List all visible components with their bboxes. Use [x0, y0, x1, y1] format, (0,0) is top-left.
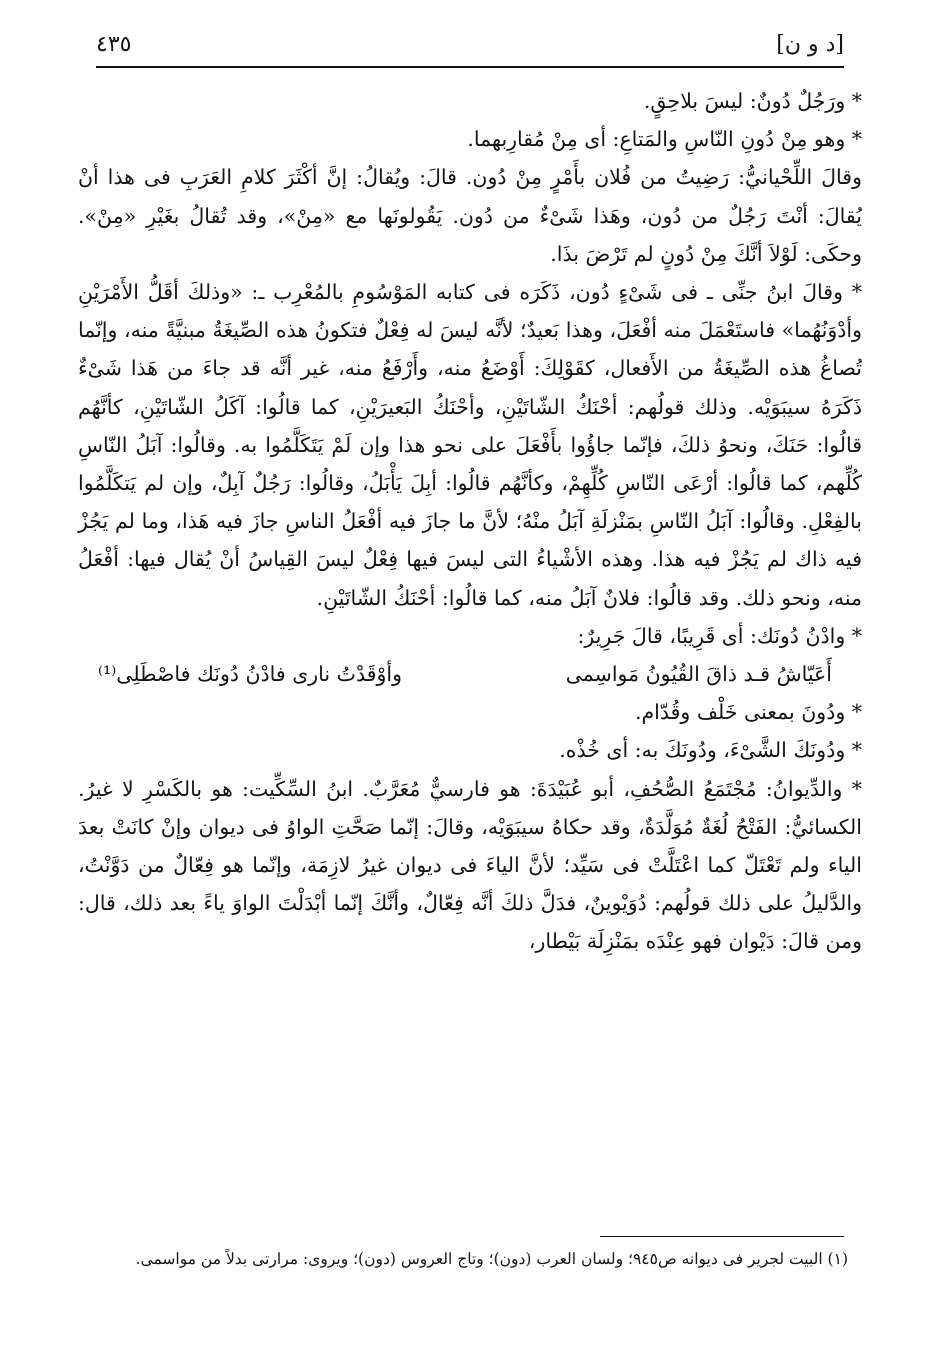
- paragraph: * ودُونَكَ الشَّىْءَ، ودُونَكَ به: أى خُذْه.: [559, 738, 862, 763]
- header-rule: [96, 66, 844, 68]
- verse-first-hemistich: أَعَيّاشُ قـد ذاقَ القُيُونُ مَواسِمى: [565, 662, 832, 687]
- footnote-rule: [600, 1236, 844, 1237]
- entry-body: [78, 82, 862, 961]
- page-number: ٤٣٥: [96, 32, 132, 57]
- page-header: [96, 28, 844, 68]
- poetry-verse: [78, 655, 862, 693]
- entry-label: [د و ن]: [776, 32, 844, 57]
- footnote: (١) البيت لجرير فى ديوانه ص٩٤٥؛ ولسان العرب (دون)؛ وتاج العروس (دون)؛ ويروى: مرارتى بدلاً من مواسمى.: [135, 1250, 848, 1268]
- paragraph: * ودُونَ بمعنى خَلْف وقُدّام.: [634, 700, 862, 725]
- verse-second-hemistich: وأوْقَدْتُ نارى فادْنُ دُونَك فاصْطَلِى⁽¹⁾: [98, 662, 402, 687]
- paragraph: * ورَجُلٌ دُونٌ: ليسَ بلاحِقٍ.: [643, 89, 862, 113]
- paragraph: وقالَ اللِّحْيانيُّ: رَضِيتُ من فُلان بأَمْرٍ مِنْ دُون. قالَ: ويُقالُ: إنَّ أكْثَرَ كلامِ العَرَبِ فى هذا أنْ يُقالَ: أنْتَ رَجُلٌ من دُون، وهَذا شَىْءٌ من دُون. يَقُولونَها مع «مِنْ»، وقد تُقالُ بغَيْرِ «مِنْ». وحكَى: لَوْلاَ أنَّكَ مِنْ دُونٍ لم تَرْضَ بذَا.: [78, 165, 862, 266]
- paragraph: * وادْنُ دُونَك: أى قَرِيبًا، قالَ جَرِيرٌ:: [577, 623, 862, 648]
- paragraph: * والدِّيوانُ: مُجْتَمَعُ الصُّحُفِ، أبو عُبَيْدَةَ: هو فارسيٌّ مُعَرَّبٌ. ابنُ السِّكِّيت: هو بالكَسْرِ لا غيرُ. الكسائيُّ: الفَتْحُ لُغَةٌ مُوَلَّدَةٌ، وقد حكاهُ سيبَوَيْه، وقالَ: إنّما صَحَّتِ الواوُ فى ديوان وإنْ كانَتْ بعدَ الياء ولم تَعْتَلّ كما اعْتَلَّتْ فى سَيِّد؛ لأنَّ الياءَ فى ديوان غيرُ لازِمَة، وإنّما هو فِعّالٌ من دَوَّنْتُ، والدَّليلُ على ذلك قولُهم: دُوَيْوينٌ، فدَلَّ ذلكَ أنَّه فِعّالٌ، وأنَّكَ إنّما أبْدَلْتَ الواوَ ياءً بعد ذلك، قال: ومن قالَ: دَيْوان فهو عِنْدَه بمَنْزِلَة بَيْطار،: [78, 776, 862, 954]
- paragraph: * وقالَ ابنُ جنِّى ـ فى شَىْءٍ دُون، ذَكَرَه فى كتابه المَوْسُومِ بالمُعْرِب ـ: «وذلكَ أقَلُّ الأَمْرَيْنِ وأدْوَنُهُما» فاستَعْمَلَ منه أفْعَلَ، وهذا بَعيدٌ؛ لأنَّه ليسَ له فِعْلٌ فتكونُ هذه الصِّيغَةُ مبنيَّةً منه، وإنّما تُصاغُ هذه الصِّيغَةُ من الأَفعال، كقَوْلِكَ: أَوْضَعُ منه، وأَرْفَعُ منه، غير أنَّه قد جاءَ من هَذا شَىْءٌ ذَكَرَهُ سيبَوَيْه. وذلك قولُهم: أحْنَكُ الشّاتَيْنِ، وأحْنَكُ البَعيرَيْنِ، كما قالُوا: آكَلُ الشّاتَيْنِ، كأنَّهُم قالُوا: حَنَكَ، ونحوُ ذلكَ، فإنّما جاؤُوا بأَفْعَلَ على نحو هذا وإن لَمْ يَتَكَلَّمُوا به. وقالُوا: آبَلُ النّاسِ كُلِّهم، كما قالُوا: أرْعَى النّاسِ كُلِّهِمْ، وكأنَّهُم قالُوا: أبِلَ يَأْبَلُ، وقالُوا: رَجُلٌ آبِلٌ، وإن لم يَتكَلَّمُوا بالفِعْلِ. وقالُوا: آبَلُ النّاسِ بمَنْزلَةِ آبَلُ منْهُ؛ لأنَّ ما جازَ فيه أفْعَلُ الناسِ جازَ فيه هَذا، وما لم يَجُزْ فيه ذاك لم يَجُزْ فيه هذا. وهذه الأشْياءُ التى ليسَ فيها فِعْلٌ ليسَ القِياسُ أنْ يُقال فيها: أفْعَلُ منه، ونحو ذلك. وقد قالُوا: فلانٌ آبَلُ منه، كما قالُوا: أحْنَكُ الشّاتَيْنِ.: [78, 280, 862, 610]
- paragraph: * وهو مِنْ دُونِ النّاسِ والمَتاعِ: أى مِنْ مُقارِبهما.: [467, 127, 862, 152]
